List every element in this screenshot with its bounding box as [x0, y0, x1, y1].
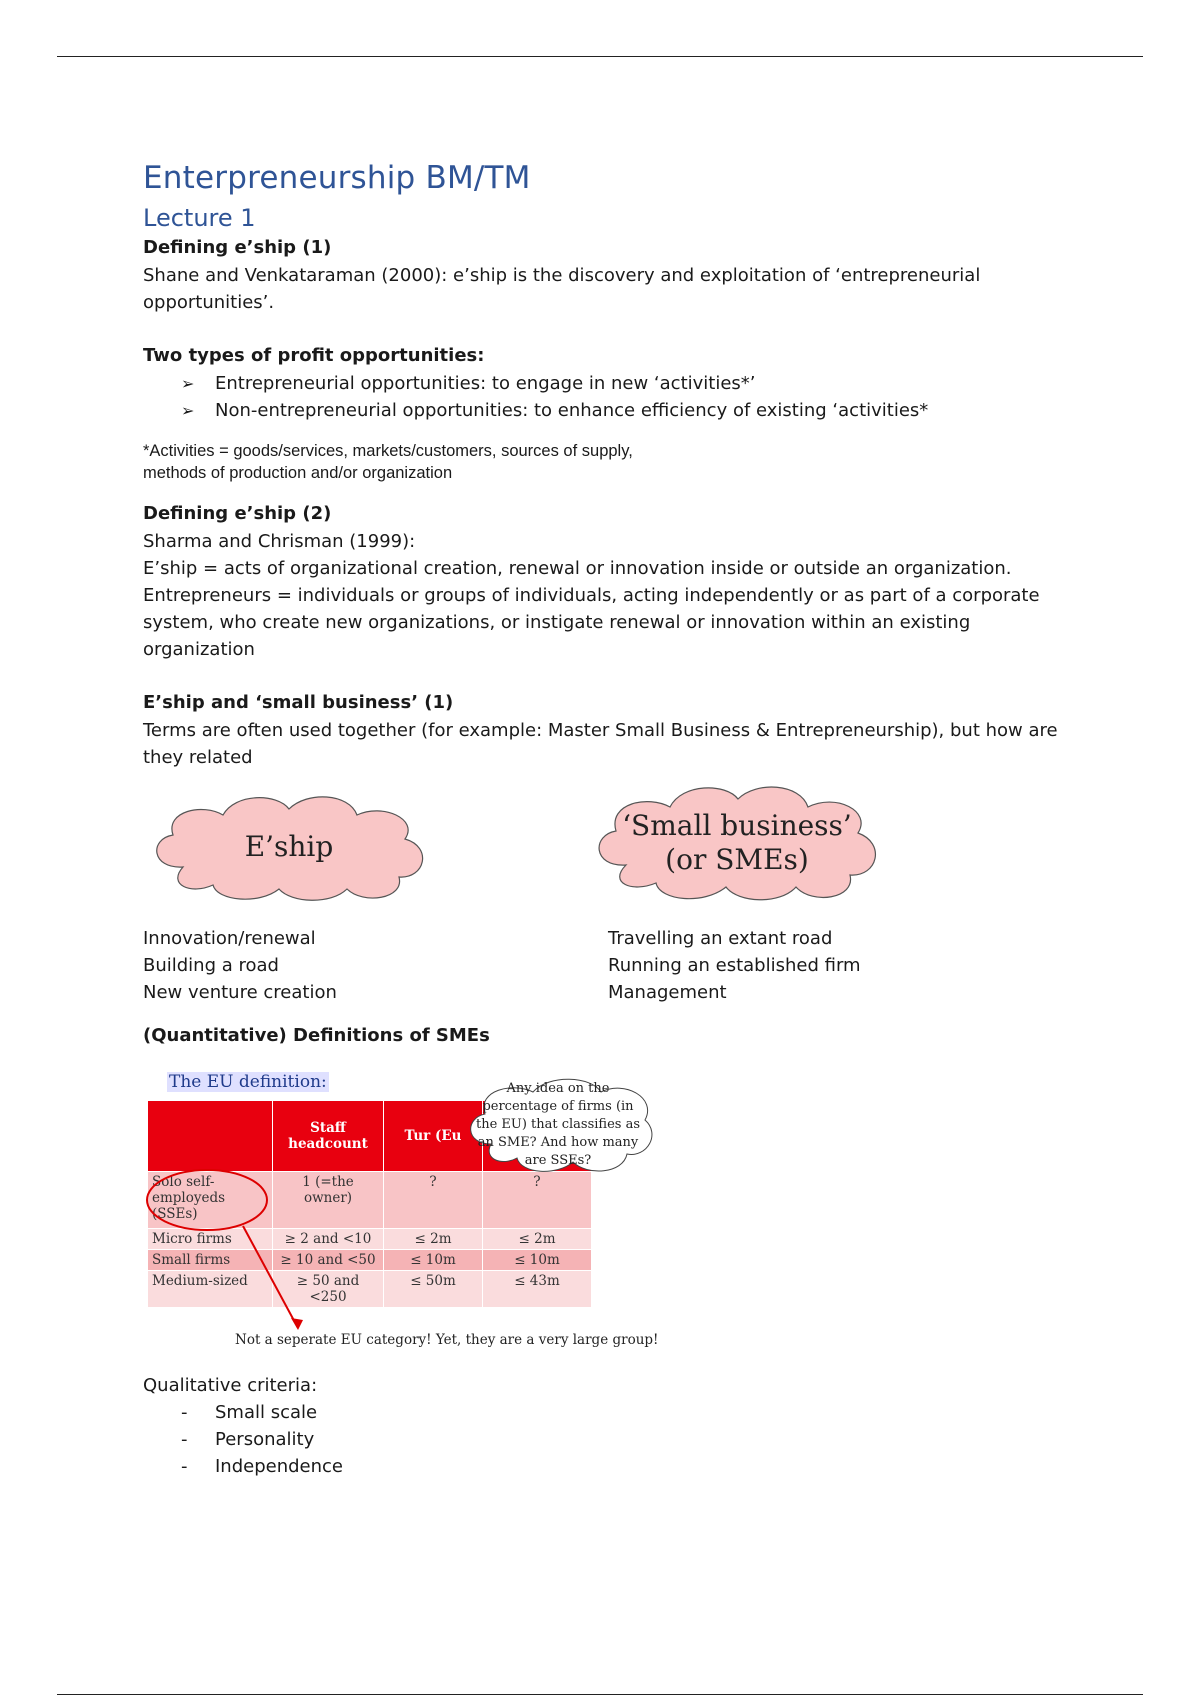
section-heading: E’ship and ‘small business’ (1): [143, 692, 454, 713]
dash-bullet-icon: -: [181, 1402, 188, 1423]
lecture-heading: Lecture 1: [143, 204, 256, 232]
cloud-label: E’ship: [244, 830, 334, 863]
paragraph: Entrepreneurs = individuals or groups of individuals, acting independently or as part of a corporate system, who create new organizations, or instigate renewal or innovation within an existing organization: [143, 585, 1040, 660]
list-item: Running an established firm: [608, 955, 861, 976]
list-item: Building a road: [143, 955, 279, 976]
list-item: ➢ Non-entrepreneurial opportunities: to enhance efficiency of existing ‘activities*: [143, 397, 1073, 424]
circle-annotation: [147, 1170, 267, 1230]
section-heading: Two types of profit opportunities:: [143, 345, 485, 366]
section-heading: Defining e’ship (2): [143, 503, 332, 524]
arrow-bullet-icon: ➢: [181, 401, 195, 420]
paragraph: Terms are often used together (for example: Master Small Business & Entrepreneurship), but how are they related: [143, 720, 1058, 768]
arrow-head-icon: [291, 1318, 303, 1330]
cloud-label: ‘Small business’ (or SMEs): [622, 809, 852, 876]
list-item: Management: [608, 982, 727, 1003]
figure-footnote: Not a seperate EU category! Yet, they are a very large group!: [235, 1332, 659, 1348]
section-heading: (Quantitative) Definitions of SMEs: [143, 1025, 490, 1046]
arrow-line: [243, 1226, 298, 1328]
document-title: Enterpreneurship BM/TM: [143, 160, 531, 196]
list-item: - Small scale: [143, 1399, 1073, 1426]
section-heading: Defining e’ship (1): [143, 237, 332, 258]
small-business-column: [608, 925, 1073, 1006]
table-row: Solo self-employeds (SSEs) 1 (=the owner) ? ?: [148, 1172, 592, 1229]
annotation-overlay: [143, 1066, 663, 1356]
dash-list: [143, 1399, 1073, 1480]
paragraph: Sharma and Chrisman (1999):: [143, 531, 416, 552]
arrow-bullet-icon: ➢: [181, 374, 195, 393]
bullet-list: [143, 370, 1073, 424]
table-row: Medium-sized ≥ 50 and <250 ≤ 50m ≤ 43m: [148, 1271, 592, 1308]
section-heading: Qualitative criteria:: [143, 1375, 318, 1396]
header-rule: [57, 56, 1143, 57]
comparison-columns: [143, 925, 1073, 1006]
figure-title: The EU definition:: [169, 1072, 327, 1092]
list-item: New venture creation: [143, 982, 337, 1003]
paragraph: E’ship = acts of organizational creation, renewal or innovation inside or outside an organization.: [143, 558, 1012, 579]
eship-column: [143, 925, 608, 1006]
dash-bullet-icon: -: [181, 1429, 188, 1450]
list-item: - Personality: [143, 1426, 1073, 1453]
dash-bullet-icon: -: [181, 1456, 188, 1477]
eship-cloud: [143, 789, 435, 905]
footnote-line: methods of production and/or organization: [143, 464, 453, 482]
eu-definition-figure: [143, 1066, 663, 1356]
bubble-text: Any idea on the percentage of firms (in the EU) that classifies as an SME? And how many are SSEs?: [475, 1081, 641, 1168]
list-item: Innovation/renewal: [143, 928, 316, 949]
list-item: ➢ Entrepreneurial opportunities: to engage in new ‘activities*’: [143, 370, 1073, 397]
table-header-row: Staff headcount Tur (Eu: [148, 1101, 592, 1172]
document-body: [143, 160, 1073, 1480]
paragraph: Shane and Venkataraman (2000): e’ship is the discovery and exploitation of ‘entrepreneurial opportunities’.: [143, 265, 981, 313]
table-row: Micro firms ≥ 2 and <10 ≤ 2m ≤ 2m: [148, 1229, 592, 1250]
list-item: Travelling an extant road: [608, 928, 833, 949]
footnote-line: *Activities = goods/services, markets/customers, sources of supply,: [143, 442, 633, 460]
list-item: - Independence: [143, 1453, 1073, 1480]
table-row: Small firms ≥ 10 and <50 ≤ 10m ≤ 10m: [148, 1250, 592, 1271]
footer-rule: [57, 1694, 1143, 1695]
small-business-cloud: [586, 781, 888, 905]
cloud-diagram: [143, 781, 1073, 909]
